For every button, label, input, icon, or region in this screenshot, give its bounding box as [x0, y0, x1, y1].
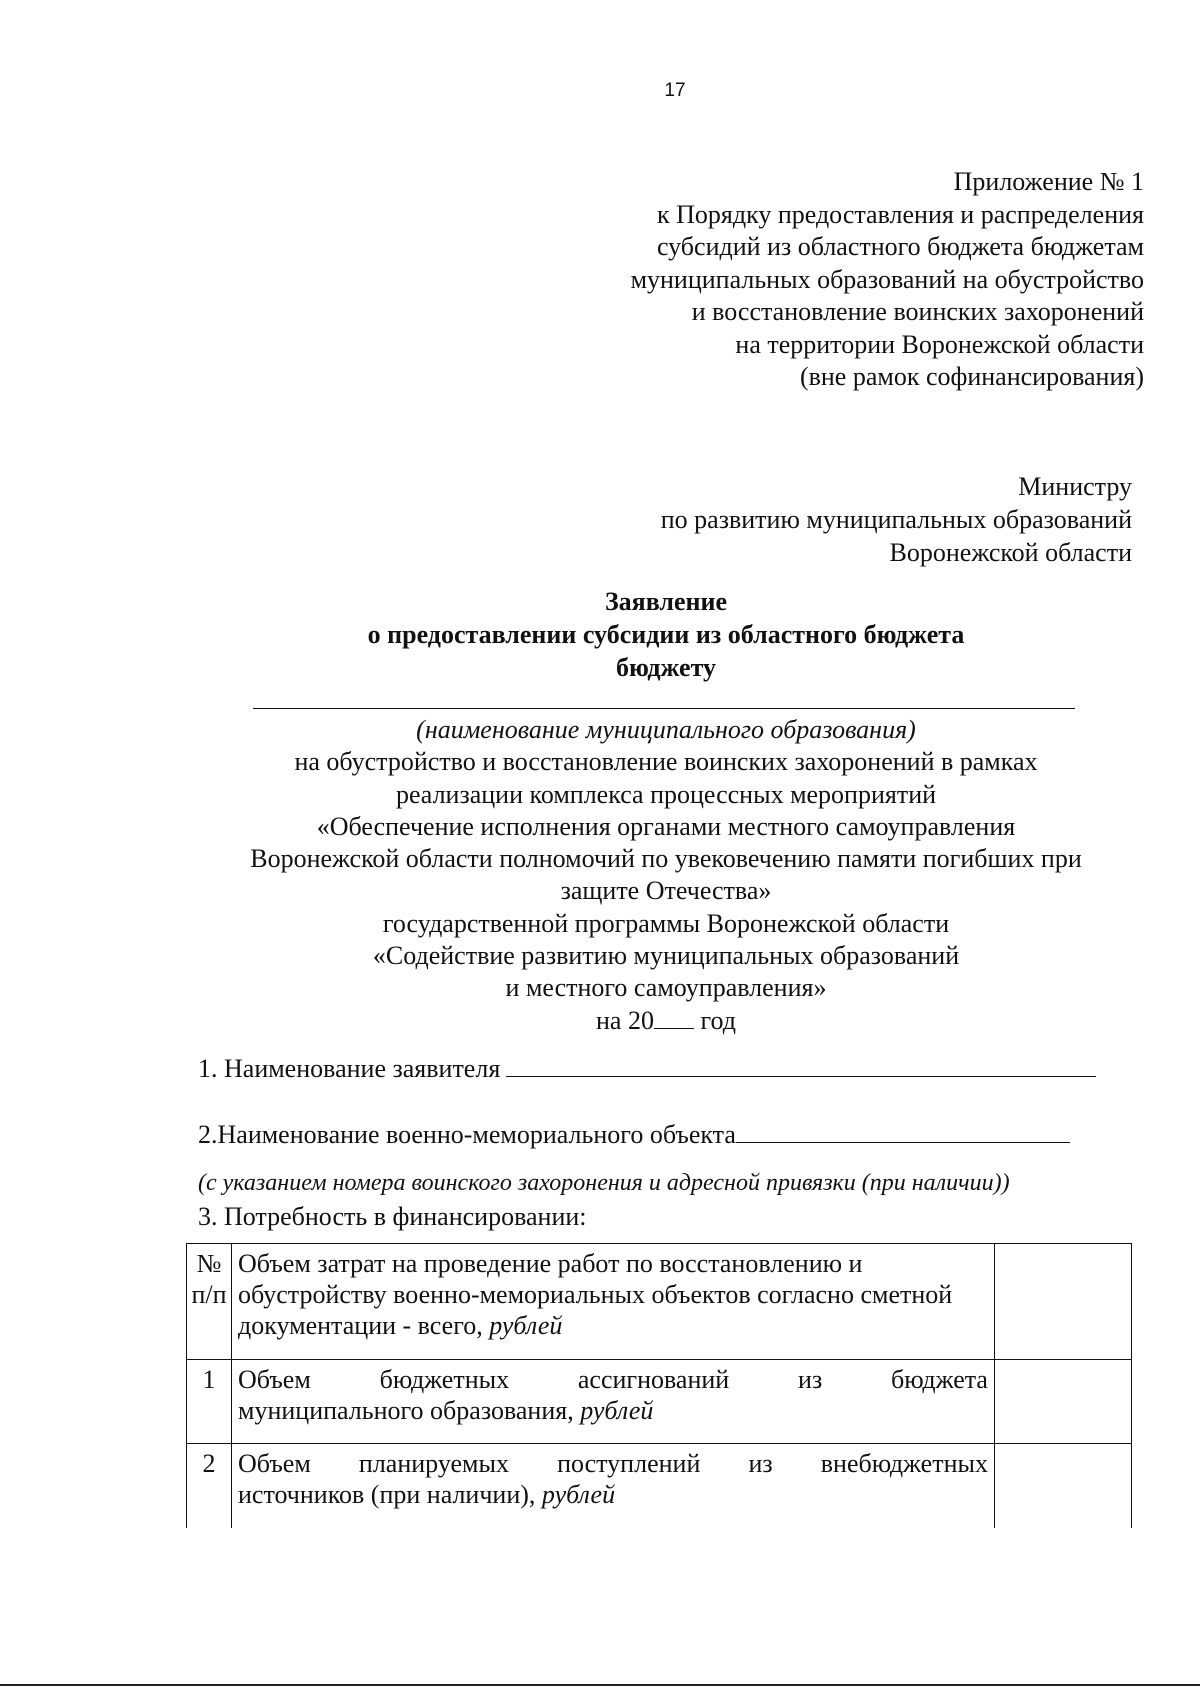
title-line: Заявление: [604, 587, 728, 616]
annex-line: муниципальных образований на обустройство: [630, 264, 1144, 294]
word: планируемых: [358, 1449, 509, 1478]
addressee-line: Воронежской области: [889, 538, 1132, 567]
table-row: [187, 1244, 1132, 1360]
title-line: о предоставлении субсидии из областного бюджета: [367, 620, 965, 649]
body-line: реализации комплекса процессных мероприятий: [395, 779, 937, 809]
page-number: 17: [664, 80, 686, 101]
annex-line: Приложение № 1: [953, 167, 1144, 196]
year-prefix: на 20: [596, 1005, 654, 1035]
annex-line: и восстановление воинских захоронений: [691, 297, 1144, 326]
unit-label: рублей: [489, 1311, 563, 1340]
table-row: [187, 1444, 1132, 1528]
annex-line: субсидий из областного бюджета бюджетам: [656, 232, 1144, 261]
word: бюджета: [891, 1365, 988, 1394]
word: из: [748, 1449, 773, 1478]
municipality-name-blank[interactable]: [253, 708, 1075, 709]
body-line: защите Отечества»: [560, 876, 772, 906]
word: внебюджетных: [820, 1449, 988, 1478]
word: поступлений: [557, 1449, 701, 1478]
row-number: 2: [187, 1444, 232, 1528]
annex-line: (вне рамок софинансирования): [799, 362, 1144, 391]
addressee: [432, 470, 1132, 569]
annex-line: к Порядку предоставления и распределения: [656, 199, 1144, 229]
application-body: [0, 714, 1200, 1037]
unit-label: рублей: [541, 1480, 616, 1509]
line-text: муниципального образования,: [238, 1396, 574, 1425]
word: бюджетных: [379, 1365, 510, 1394]
word: Объем: [238, 1449, 311, 1478]
year-line: [0, 1005, 1200, 1037]
addressee-line: Министру: [1018, 472, 1132, 501]
municipality-name-hint: (наименование муниципального образования): [416, 715, 916, 744]
annex-line: на территории Воронежской области: [735, 329, 1144, 359]
addressee-line: по развитию муниципальных образований: [660, 505, 1132, 534]
unit-label: рублей: [580, 1396, 654, 1425]
body-line: Воронежской области полномочий по увековечению памяти погибших при: [250, 844, 1082, 874]
applicant-label: 1. Наименование заявителя: [198, 1054, 501, 1083]
applicant-row: [198, 1054, 1096, 1084]
municipal-budget-label: [232, 1360, 995, 1444]
page-bottom-rule: [0, 1684, 1200, 1686]
extra-budget-value[interactable]: [995, 1444, 1132, 1528]
total-costs-value[interactable]: [995, 1244, 1132, 1360]
total-costs-text: Объем затрат на проведение работ по восстановлению и обустройству военно-мемориальных объектов согласно сметной документации - всего,: [238, 1249, 953, 1340]
annex-header: [444, 166, 1144, 394]
memorial-object-row: [198, 1120, 1070, 1150]
memorial-object-hint: (с указанием номера воинского захоронения и адресной привязки (при наличии)): [198, 1170, 1010, 1196]
document-title: [0, 585, 1200, 684]
row-number: 1: [187, 1360, 232, 1444]
word: Объем: [238, 1365, 311, 1394]
word: ассигнований: [577, 1365, 730, 1394]
extra-budget-label: [232, 1444, 995, 1528]
total-costs-label: [232, 1244, 995, 1360]
word: из: [798, 1365, 823, 1394]
body-line: «Обеспечение исполнения органами местного самоуправления: [316, 811, 1016, 841]
memorial-object-input-blank[interactable]: [736, 1120, 1070, 1143]
table-row: [187, 1360, 1132, 1444]
line-text: источников (при наличии),: [238, 1480, 536, 1509]
year-suffix: год: [693, 1005, 736, 1035]
body-line: «Содействие развитию муниципальных образований: [372, 941, 960, 971]
applicant-input-blank[interactable]: [506, 1054, 1096, 1077]
body-line: на обустройство и восстановление воинских захоронений в рамках: [294, 747, 1038, 777]
title-line: бюджету: [615, 653, 716, 682]
memorial-object-label: 2.Наименование военно-мемориального объекта: [198, 1120, 736, 1149]
section-3-title: 3. Потребность в финансировании:: [198, 1202, 587, 1231]
municipal-budget-line-2: [238, 1395, 988, 1426]
year-blank[interactable]: [654, 1006, 694, 1029]
body-line: и местного самоуправления»: [505, 973, 827, 1003]
body-line: государственной программы Воронежской области: [382, 908, 950, 938]
financing-table: [186, 1243, 1132, 1528]
extra-budget-line-1: [238, 1448, 988, 1479]
municipal-budget-line-1: [238, 1364, 988, 1395]
municipal-budget-value[interactable]: [995, 1360, 1132, 1444]
row-number-header: № п/п: [187, 1244, 232, 1360]
extra-budget-line-2: [238, 1479, 988, 1510]
